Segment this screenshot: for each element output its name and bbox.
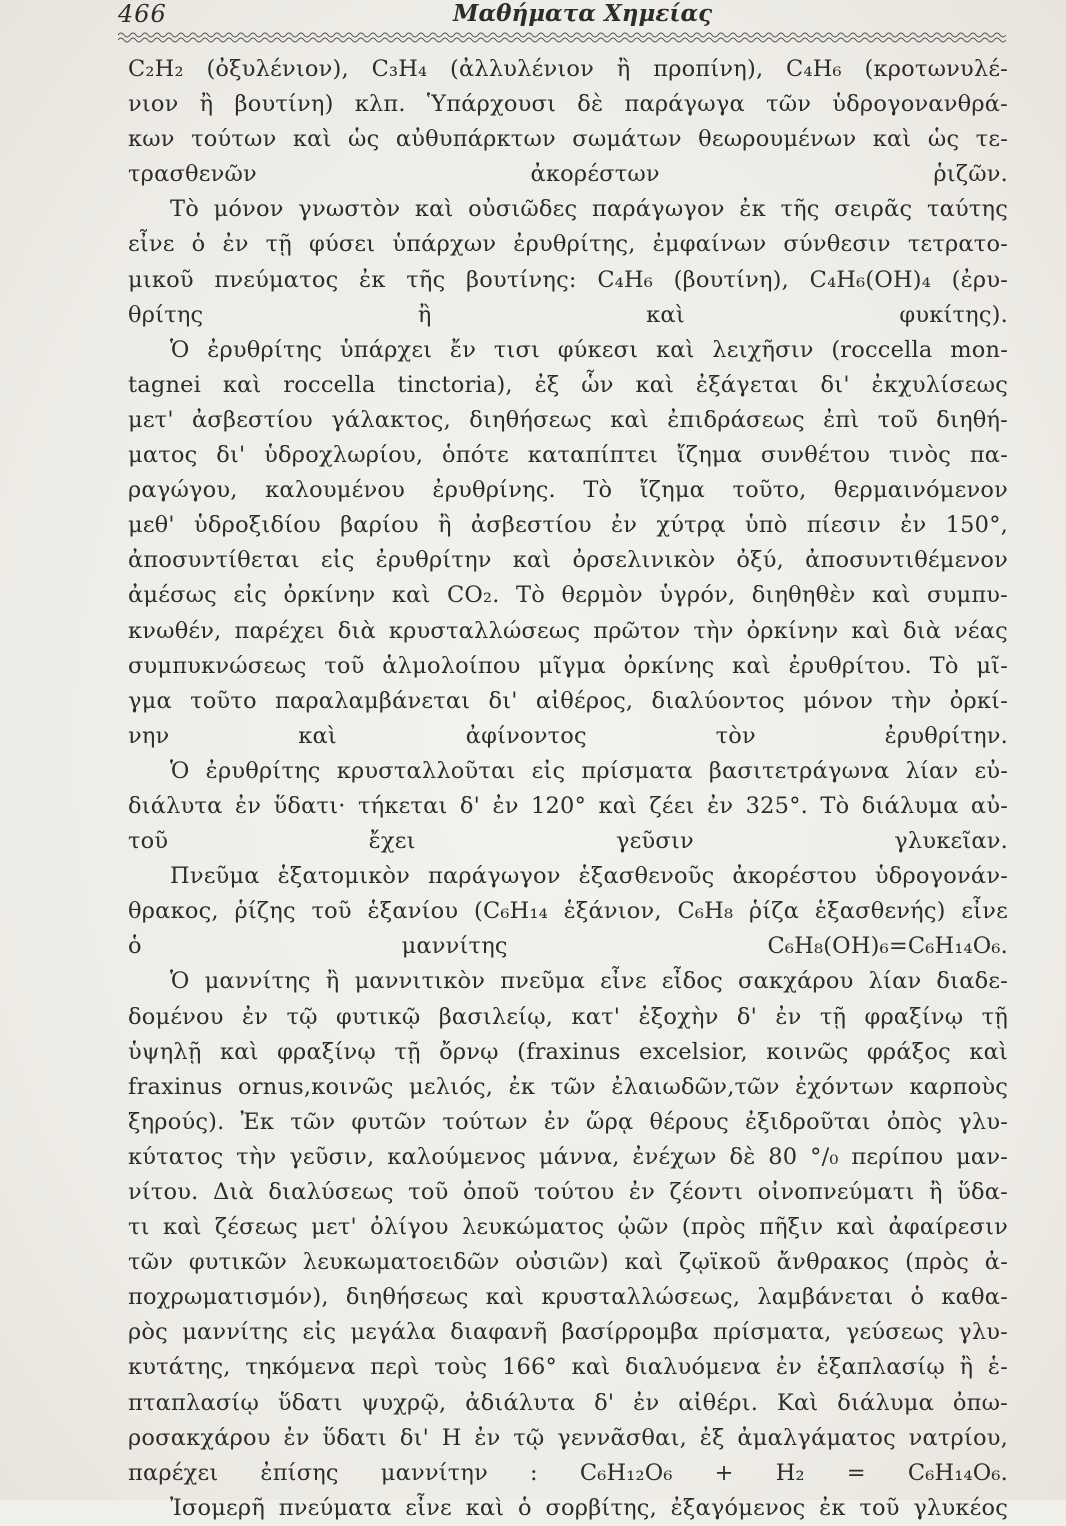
text-line: fraxinus ornus,κοινῶς μελιός, ἐκ τῶν ἐλαιωδῶν,τῶν ἐχόντων καρποὺς [128, 1073, 1008, 1100]
text-line: ὁ μαννίτης C₆H₈(OH)₆=C₆H₁₄O₆. [128, 933, 1008, 960]
text-line: κων τούτων καὶ ὡς αὐθυπάρκτων σωμάτων θεωρουμένων καὶ ὡς τε- [128, 126, 1008, 153]
text-line: νην καὶ ἀφίνοντος τὸν ἐρυθρίτην. [128, 722, 1008, 749]
text-line: διάλυτα ἐν ὕδατι· τήκεται δ' ἐν 120° καὶ ζέει ἐν 325°. Τὸ διάλυμα αὐ- [128, 792, 1008, 819]
text-line: τῶν φυτικῶν λευκωματοειδῶν οὐσιῶν) καὶ ζῳϊκοῦ ἄνθρακος (πρὸς ἀ- [128, 1249, 1008, 1276]
text-line: γμα τοῦτο παραλαμβάνεται δι' αἰθέρος, διαλύοντος μόνον τὴν ὀρκί- [128, 687, 1008, 714]
paragraph [128, 52, 1008, 1526]
running-title: Μαθήματα Χημείας [453, 0, 713, 27]
text-line: τοῦ ἔχει γεῦσιν γλυκεῖαν. [128, 828, 1008, 855]
text-line: δομένου ἐν τῷ φυτικῷ βασιλείῳ, κατ' ἐξοχὴν δ' ἐν τῇ φραξίνῳ τῇ [128, 1003, 1008, 1030]
text-line: θρακος, ῥίζης τοῦ ἑξανίου (C₆H₁₄ ἑξάνιον, C₆H₈ ῥίζα ἑξασθενής) εἶνε [128, 898, 1008, 925]
text-line: Ὁ μαννίτης ἢ μαννιτικὸν πνεῦμα εἶνε εἶδος σακχάρου λίαν διαδε- [170, 968, 1008, 995]
text-line: τρασθενῶν ἀκορέστων ῥιζῶν. [128, 161, 1008, 188]
text-line: νίτου. Διὰ διαλύσεως τοῦ ὀποῦ τούτου ἐν ζέοντι οἰνοπνεύματι ἢ ὕδα- [128, 1179, 1008, 1205]
text-line: ματος δι' ὑδροχλωρίου, ὁπότε καταπίπτει ἴζημα συνθέτου τινὸς πα- [128, 442, 1008, 469]
text-line: πταπλασίῳ ὕδατι ψυχρῷ, ἀδιάλυτα δ' ἐν αἰθέρι. Καὶ διάλυμα ὀπω- [128, 1389, 1008, 1416]
text-line: ξηρούς). Ἐκ τῶν φυτῶν τούτων ἐν ὥρᾳ θέρους ἐξιδροῦται ὀπὸς γλυ- [128, 1108, 1008, 1135]
text-line: μικοῦ πνεύματος ἐκ τῆς βουτίνης: C₄H₆ (βουτίνη), C₄H₆(OH)₄ (ἐρυ- [128, 266, 1008, 293]
text-line: κυτάτης, τηκόμενα περὶ τοὺς 166° καὶ διαλυόμενα ἐν ἑξαπλασίῳ ἢ ἑ- [128, 1354, 1008, 1381]
text-line: ἀποσυντίθεται εἰς ἐρυθρίτην καὶ ὀρσελινικὸν ὀξύ, ἀποσυντιθέμενον [128, 547, 1008, 574]
text-line: tagnei καὶ roccella tinctoria), ἐξ ὧν καὶ ἐξάγεται δι' ἐκχυλίσεως [128, 371, 1008, 398]
body-text [128, 52, 1008, 1526]
text-line: κνωθέν, παρέχει διὰ κρυσταλλώσεως πρῶτον τὴν ὀρκίνην καὶ διὰ νέας [128, 617, 1008, 644]
text-line: ὑψηλῇ καὶ φραξίνῳ τῇ ὄρνῳ (fraxinus excelsior, κοινῶς φράξος καὶ [128, 1038, 1008, 1065]
text-line: τι καὶ ζέσεως μετ' ὀλίγου λευκώματος ᾠῶν (πρὸς πῆξιν καὶ ἀφαίρεσιν [128, 1214, 1008, 1241]
text-line: μετ' ἀσβεστίου γάλακτος, διηθήσεως καὶ ἐπιδράσεως ἐπὶ τοῦ διηθή- [128, 406, 1008, 433]
text-line: ρὸς μαννίτης εἰς μεγάλα διαφανῆ βασίρρομβα πρίσματα, γεύσεως γλυ- [128, 1319, 1008, 1346]
text-line: ποχρωματισμόν), διηθήσεως καὶ κρυσταλλώσεως, λαμβάνεται ὁ καθα- [128, 1284, 1008, 1311]
text-line: Τὸ μόνον γνωστὸν καὶ οὐσιῶδες παράγωγον ἐκ τῆς σειρᾶς ταύτης [170, 196, 1008, 223]
text-line: συμπυκνώσεως τοῦ ἁλμολοίπου μῖγμα ὀρκίνης καὶ ἐρυθρίτου. Τὸ μῖ- [128, 652, 1008, 679]
page-header [118, 0, 1006, 34]
wavy-header-rule [118, 30, 1006, 44]
text-line: Ὁ ἐρυθρίτης ὑπάρχει ἔν τισι φύκεσι καὶ λειχῆσιν (roccella mon- [170, 336, 1008, 363]
text-line: Ἰσομερῆ πνεύματα εἶνε καὶ ὁ σορβίτης, ἐξαγόμενος ἐκ τοῦ γλυκέος [170, 1494, 1008, 1521]
text-line: μεθ' ὑδροξιδίου βαρίου ἢ ἀσβεστίου ἐν χύτρᾳ ὑπὸ πίεσιν ἐν 150°, [128, 512, 1008, 539]
text-line: εἶνε ὁ ἐν τῇ φύσει ὑπάρχων ἐρυθρίτης, ἐμφαίνων σύνθεσιν τετρατο- [128, 231, 1008, 258]
text-line: C₂H₂ (ὀξυλένιον), C₃H₄ (ἀλλυλένιον ἢ προπίνη), C₄H₆ (κροτωνυλέ- [128, 56, 1008, 82]
text-line: θρίτης ἢ καὶ φυκίτης). [128, 301, 1008, 328]
page-number: 466 [118, 0, 167, 28]
text-line: παρέχει ἐπίσης μαννίτην : C₆H₁₂O₆ + H₂ = C₆H₁₄O₆. [128, 1459, 1008, 1486]
text-line: ἀμέσως εἰς ὀρκίνην καὶ CO₂. Τὸ θερμὸν ὑγρόν, διηθηθὲν καὶ συμπυ- [128, 582, 1008, 609]
text-line: ραγώγου, καλουμένου ἐρυθρίνης. Τὸ ἴζημα τοῦτο, θερμαινόμενον [128, 477, 1008, 504]
text-line: Πνεῦμα ἑξατομικὸν παράγωγον ἑξασθενοῦς ἀκορέστου ὑδρογονάν- [170, 863, 1008, 890]
text-line: ροσακχάρου ἐν ὕδατι δι' H ἐν τῷ γεννᾶσθαι, ἐξ ἀμαλγάματος νατρίου, [128, 1424, 1008, 1451]
text-line: νιον ἢ βουτίνη) κλπ. Ὑπάρχουσι δὲ παράγωγα τῶν ὑδρογονανθρά- [128, 91, 1008, 118]
text-line: κύτατος τὴν γεῦσιν, καλούμενος μάννα, ἐνέχων δὲ 80 °/₀ περίπου μαν- [128, 1143, 1008, 1170]
text-line: Ὁ ἐρυθρίτης κρυσταλλοῦται εἰς πρίσματα βασιτετράγωνα λίαν εὐ- [170, 757, 1008, 784]
